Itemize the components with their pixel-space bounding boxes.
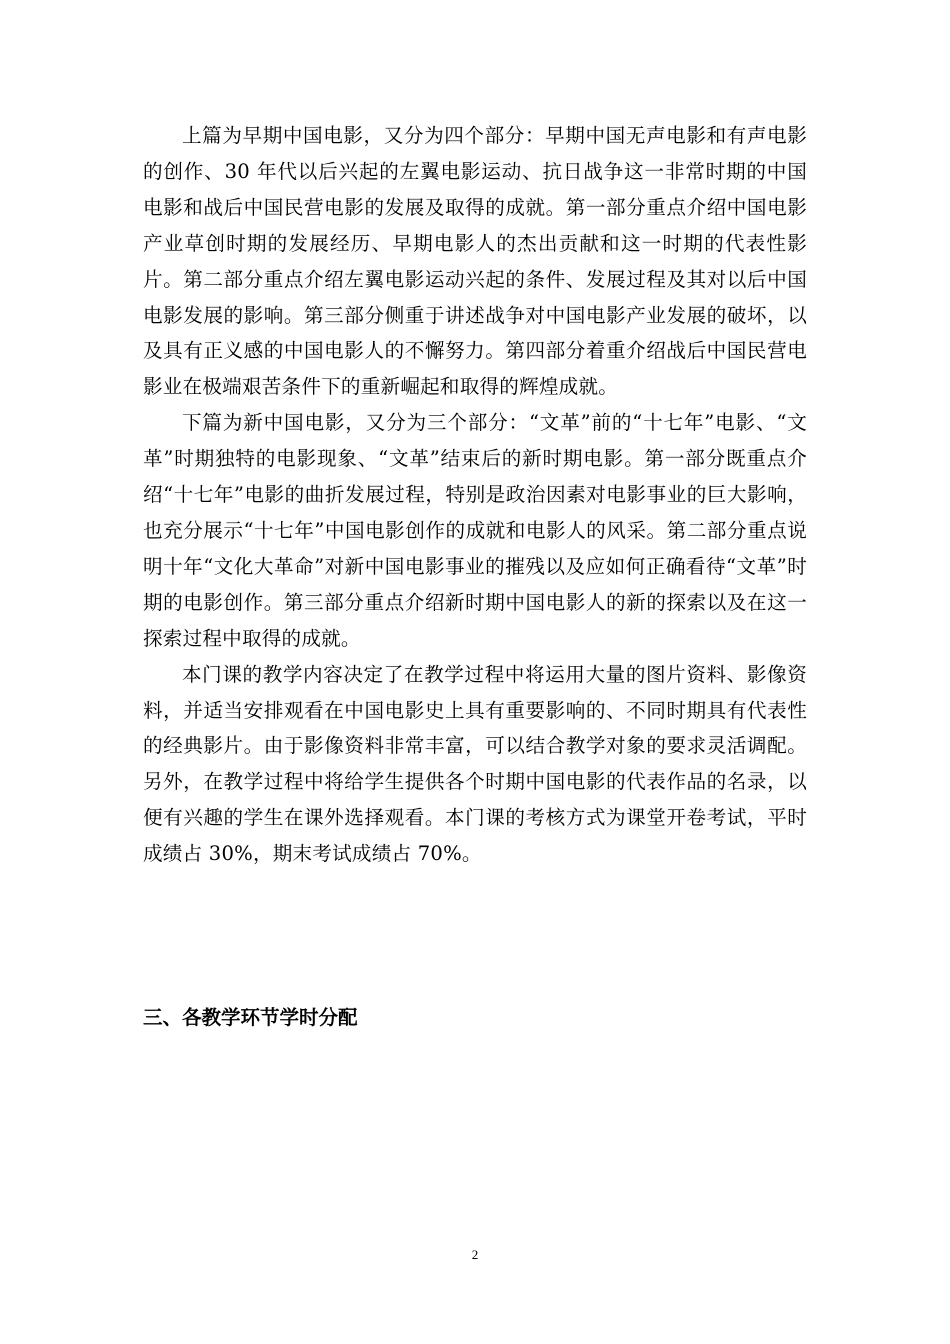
paragraph-teaching-method: 本门课的教学内容决定了在教学过程中将运用大量的图片资料、影像资料，并适当安排观看在中国电影史上具有重要影响的、不同时期具有代表性的经典影片。由于影像资料非常丰富，可以结合教学对象的要求灵活调配。另外，在教学过程中将给学生提供各个时期中国电影的代表作品的名录，以便有兴趣的学生在课外选择观看。本门课的考核方式为课堂开卷考试，平时成绩占 30%，期末考试成绩占 70%。 bbox=[143, 662, 807, 866]
page-number: 2 bbox=[471, 1247, 479, 1262]
paragraph-part-two: 下篇为新中国电影，又分为三个部分：“文革”前的“十七年”电影、“文革”时期独特的电影现象、“文革”结束后的新时期电影。第一部分既重点介绍“十七年”电影的曲折发展过程，特别是政治因素对电影事业的巨大影响，也充分展示“十七年”中国电影创作的成就和电影人的风采。第二部分重点说明十年“文化大革命”对新中国电影事业的摧残以及应如何正确看待“文革”时期的电影创作。第三部分重点介绍新时期中国电影人的新的探索以及在这一探索过程中取得的成就。 bbox=[143, 411, 807, 650]
section-heading: 三、各教学环节学时分配 bbox=[143, 1006, 358, 1029]
body-text bbox=[143, 118, 807, 872]
paragraph-part-one: 上篇为早期中国电影，又分为四个部分：早期中国无声电影和有声电影的创作、30 年代以后兴起的左翼电影运动、抗日战争这一非常时期的中国电影和战后中国民营电影的发展及取得的成就。第一部分重点介绍中国电影产业草创时期的发展经历、早期电影人的杰出贡献和这一时期的代表性影片。第二部分重点介绍左翼电影运动兴起的条件、发展过程及其对以后中国电影发展的影响。第三部分侧重于讲述战争对中国电影产业发展的破坏，以及具有正义感的中国电影人的不懈努力。第四部分着重介绍战后中国民营电影业在极端艰苦条件下的重新崛起和取得的辉煌成就。 bbox=[143, 124, 807, 399]
